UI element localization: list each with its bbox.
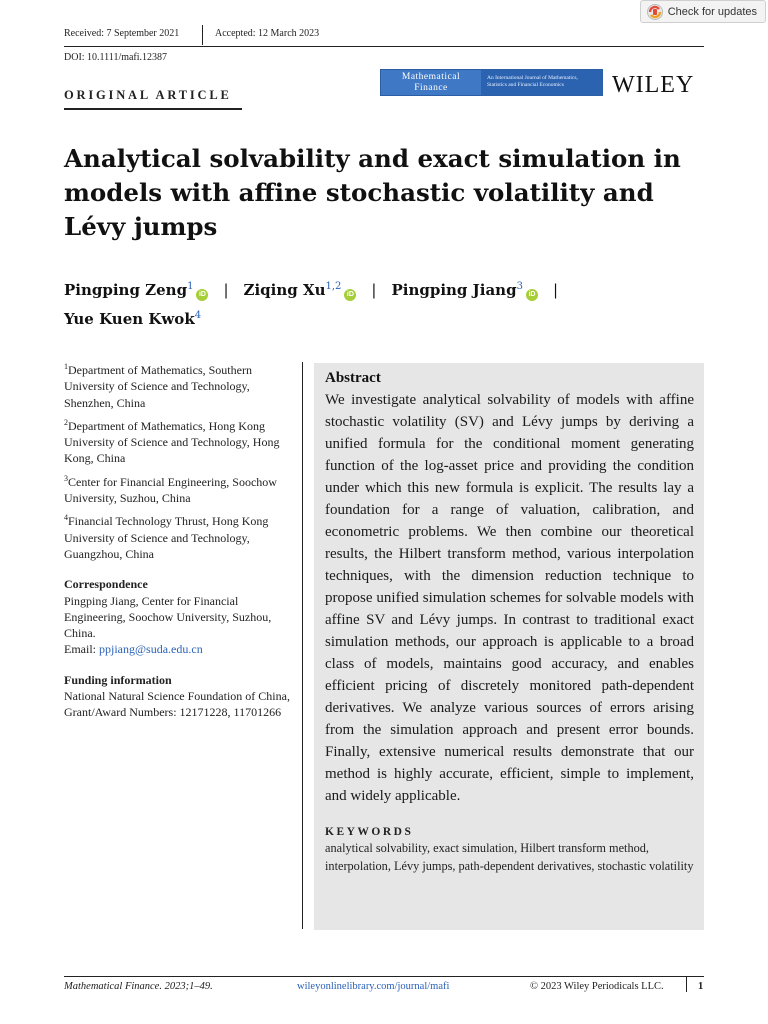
orcid-icon[interactable]: iD: [526, 289, 538, 301]
article-type-rule: [64, 108, 242, 110]
correspondence-heading: Correspondence: [64, 577, 148, 592]
funding-text: National Natural Science Foundation of China, Grant/Award Numbers: 12171228, 11701266: [64, 689, 290, 720]
author-name: Ziqing Xu: [243, 281, 326, 299]
affiliation-text: Financial Technology Thrust, Hong Kong University of Science and Technology, Guangzhou, China: [64, 514, 269, 561]
affiliation-number: 1: [64, 362, 68, 371]
publisher-logo: WILEY: [612, 72, 695, 98]
author-affil: 1: [187, 281, 194, 292]
author[interactable]: [64, 303, 201, 332]
email-label: Email:: [64, 642, 99, 657]
keywords-text: analytical solvability, exact simulation, Hilbert transform method, interpolation, Lévy jumps, path-dependent derivatives, stochastic volatility: [325, 841, 694, 873]
correspondence-email-line: [64, 641, 292, 657]
funding-heading: Funding information: [64, 672, 172, 687]
affiliation: [64, 415, 292, 467]
journal-name: [381, 70, 481, 95]
footer-journal-text: Mathematical Finance. 2023;1–49.: [64, 981, 213, 992]
author-affil: 3: [516, 281, 523, 292]
affiliation-number: 4: [64, 513, 68, 523]
journal-logo: [380, 69, 603, 96]
accepted-date: Accepted: 12 March 2023: [215, 28, 320, 39]
author[interactable]: [391, 274, 537, 303]
check-updates-icon: [647, 4, 663, 20]
journal-name-line2: Finance: [414, 83, 448, 93]
column-divider: [302, 362, 303, 929]
affiliation: [64, 359, 292, 411]
article-title: Analytical solvability and exact simulation in models with affine stochastic volatility and Lévy jumps: [64, 144, 681, 241]
received-date: Received: 7 September 2021: [64, 28, 180, 39]
correspondence-text: Pingping Jiang, Center for Financial Engineering, Soochow University, Suzhou, China.: [64, 593, 272, 641]
footer-divider: [686, 976, 687, 992]
journal-tagline: An International Journal of Mathematics, Statistics and Financial Economics: [481, 70, 602, 95]
author-separator: |: [223, 281, 229, 299]
abstract-text: We investigate analytical solvability of models with affine stochastic volatility (SV) and Lévy jumps by deriving a unified formula for the conditional moment generating function of the log-asset price and providing the condition under which this new formula is explicit. The results lay a foundation for a range of valuation, calibration, and econometric problems. We then combine our theoretical results, the Hilbert transform method, various interpolation techniques, with the dimension reduction technique to propose unified simulation schemes for solvable models with affine SV and Lévy jumps. In contrast to traditional exact simulation methods, our approach is applicable to a broad class of models, maintains good accuracy, and enables efficient pricing of discretely monitored path-dependent derivatives. We analyze various sources of errors arising from the simulation approach and present error bounds. Finally, extensive numerical results demonstrate that our method is highly accurate, efficient, simple to implement, and widely applicable.: [325, 392, 694, 804]
journal-name-line1: Mathematical: [401, 72, 461, 82]
author-affil: 4: [194, 310, 202, 321]
footer-journal-citation: [64, 981, 213, 992]
header-rule: [64, 46, 704, 47]
check-updates-label: Check for updates: [667, 5, 757, 18]
footer-journal-link[interactable]: wileyonlinelibrary.com/journal/mafi: [297, 981, 450, 992]
article-info-sidebar: [64, 359, 292, 721]
author-separator: |: [371, 281, 377, 299]
article-type: ORIGINAL ARTICLE: [64, 88, 232, 102]
abstract-box: [314, 363, 704, 930]
email-link[interactable]: ppjiang@suda.edu.cn: [99, 642, 203, 657]
author-name: Pingping Zeng: [64, 281, 188, 299]
author-affil: 1,2: [325, 281, 342, 292]
affiliation-text: Center for Financial Engineering, Soochow University, Suzhou, China: [64, 474, 277, 506]
affiliation: [64, 510, 292, 562]
affiliation-number: 3: [64, 473, 68, 483]
author[interactable]: [244, 274, 357, 303]
footer-copyright: © 2023 Wiley Periodicals LLC.: [530, 981, 664, 992]
orcid-icon[interactable]: iD: [196, 289, 208, 301]
check-for-updates-button[interactable]: [640, 0, 766, 23]
meta-divider: [202, 25, 203, 45]
author-name: Pingping Jiang: [391, 281, 517, 299]
author-list: [64, 274, 704, 332]
affiliation-text: Department of Mathematics, Hong Kong University of Science and Technology, Hong Kong, China: [64, 418, 280, 466]
doi: DOI: 10.1111/mafi.12387: [64, 52, 168, 63]
author-name: Yue Kuen Kwok: [64, 310, 195, 328]
abstract-heading: Abstract: [325, 370, 381, 386]
orcid-icon[interactable]: iD: [344, 289, 356, 301]
author-separator: |: [552, 281, 558, 299]
keywords-heading: KEYWORDS: [325, 826, 414, 838]
affiliation-text: Department of Mathematics, Southern University of Science and Technology, Shenzhen, China: [64, 363, 252, 410]
affiliation-number: 2: [64, 417, 68, 427]
author[interactable]: [64, 274, 208, 303]
affiliation: [64, 471, 292, 507]
footer-rule: [64, 976, 704, 977]
page-number: 1: [698, 981, 704, 992]
